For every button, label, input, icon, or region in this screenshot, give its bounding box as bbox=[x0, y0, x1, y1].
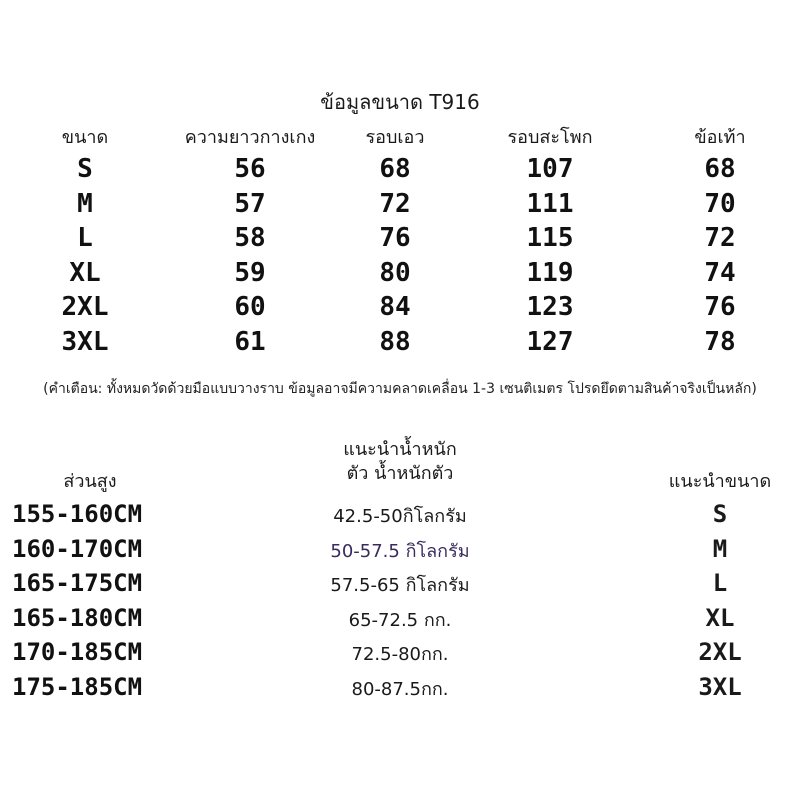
cell-weight-range: 65-72.5 กก. bbox=[348, 609, 452, 631]
cell-recommended-size: S bbox=[712, 500, 728, 528]
col-header-weight-line1: แนะนำน้ำหนัก bbox=[343, 439, 457, 460]
cell-weight-range: 57.5-65 กิโลกรัม bbox=[330, 575, 470, 596]
cell-ankle: 76 bbox=[704, 292, 736, 323]
cell-pants-length: 59 bbox=[234, 257, 266, 288]
cell-size: 2XL bbox=[61, 292, 109, 323]
cell-recommended-size: L bbox=[712, 569, 728, 597]
cell-hip: 123 bbox=[526, 292, 574, 323]
cell-hip: 127 bbox=[526, 327, 574, 357]
size-chart-title: ข้อมูลขนาด T916 bbox=[320, 90, 480, 114]
col-header-size: ขนาด bbox=[61, 127, 109, 148]
cell-weight-range: 42.5-50กิโลกรัม bbox=[333, 506, 467, 527]
cell-waist: 68 bbox=[379, 154, 411, 184]
cell-height-range: 175-185CM bbox=[12, 672, 143, 701]
cell-ankle: 78 bbox=[704, 327, 736, 357]
cell-waist: 72 bbox=[379, 188, 411, 219]
cell-height-range: 165-175CM bbox=[12, 569, 143, 597]
col-header-pants-length: ความยาวกางเกง bbox=[184, 127, 316, 148]
cell-recommended-size: 3XL bbox=[698, 672, 742, 701]
cell-waist: 88 bbox=[379, 327, 411, 357]
col-header-recommended-size: แนะนำขนาด bbox=[668, 471, 772, 492]
cell-size: 3XL bbox=[61, 327, 109, 357]
cell-size: S bbox=[77, 154, 93, 184]
col-header-hip: รอบสะโพก bbox=[507, 127, 593, 148]
cell-weight-range: 72.5-80กก. bbox=[351, 644, 449, 665]
cell-size: M bbox=[77, 188, 93, 219]
cell-height-range: 160-170CM bbox=[12, 534, 143, 563]
cell-waist: 80 bbox=[379, 257, 411, 288]
cell-size: XL bbox=[69, 257, 101, 288]
cell-ankle: 70 bbox=[704, 188, 736, 219]
cell-hip: 107 bbox=[526, 154, 574, 184]
cell-waist: 84 bbox=[379, 292, 411, 323]
cell-recommended-size: XL bbox=[705, 603, 735, 632]
cell-recommended-size: 2XL bbox=[698, 638, 742, 666]
cell-hip: 111 bbox=[526, 188, 574, 219]
cell-pants-length: 57 bbox=[234, 188, 266, 219]
cell-height-range: 155-160CM bbox=[12, 500, 143, 528]
cell-height-range: 170-185CM bbox=[12, 638, 143, 666]
cell-size: L bbox=[77, 223, 93, 254]
cell-weight-range: 50-57.5 กิโลกรัม bbox=[330, 540, 470, 562]
cell-pants-length: 56 bbox=[234, 154, 266, 184]
cell-pants-length: 58 bbox=[234, 223, 266, 254]
cell-pants-length: 61 bbox=[234, 327, 266, 357]
cell-height-range: 165-180CM bbox=[12, 603, 143, 632]
col-header-waist: รอบเอว bbox=[365, 127, 425, 148]
cell-waist: 76 bbox=[379, 223, 411, 254]
col-header-weight-line2: ตัว น้ำหนักตัว bbox=[346, 463, 454, 484]
col-header-ankle: ข้อเท้า bbox=[694, 127, 746, 148]
cell-ankle: 68 bbox=[704, 154, 736, 184]
cell-hip: 115 bbox=[526, 223, 574, 254]
cell-hip: 119 bbox=[526, 257, 574, 288]
cell-ankle: 72 bbox=[704, 223, 736, 254]
cell-ankle: 74 bbox=[704, 257, 736, 288]
measurement-note: (คำเตือน: ทั้งหมดวัดด้วยมือแบบวางราบ ข้อมูลอาจมีความคลาดเคลื่อน 1-3 เซนติเมตร โปรดยึดตามสินค้าจริงเป็นหลัก) bbox=[43, 381, 757, 397]
cell-weight-range: 80-87.5กก. bbox=[351, 678, 449, 700]
col-header-height: ส่วนสูง bbox=[63, 471, 117, 492]
cell-recommended-size: M bbox=[712, 534, 728, 563]
cell-pants-length: 60 bbox=[234, 292, 266, 323]
